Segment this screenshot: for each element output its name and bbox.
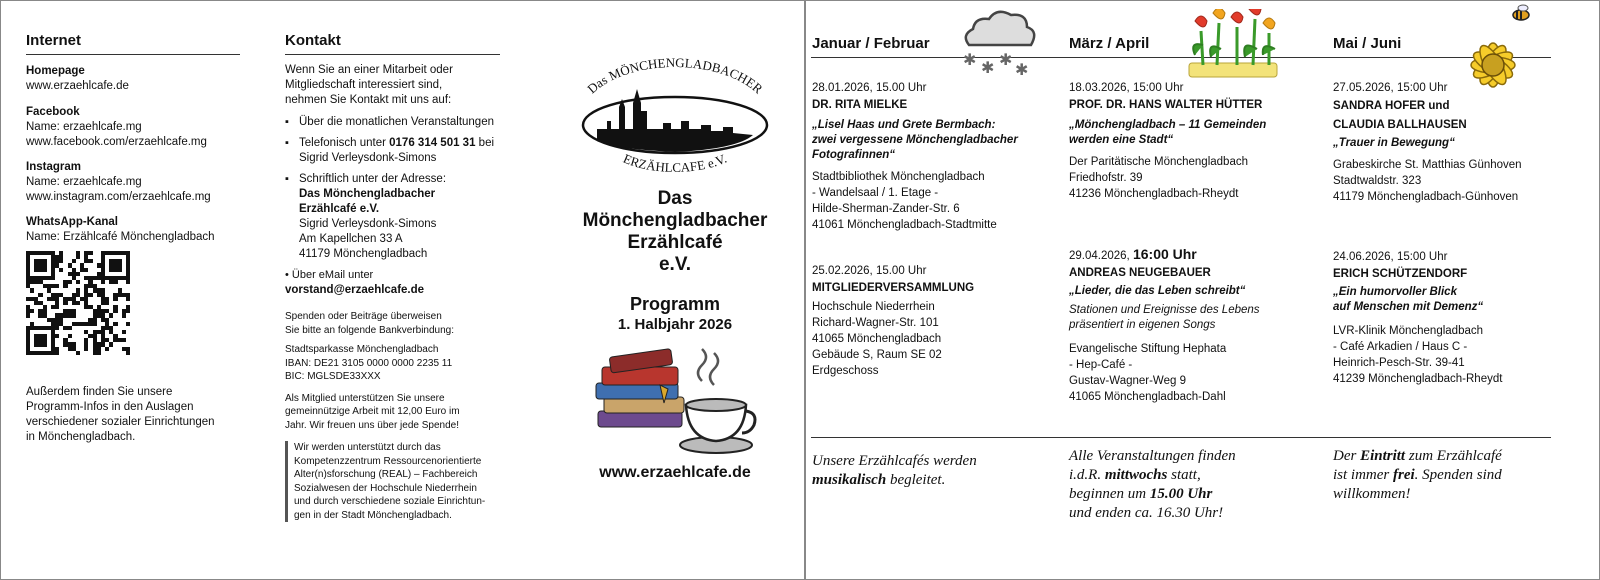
phone-pre: Telefonisch unter [299, 137, 390, 149]
qr-code-icon[interactable] [26, 251, 130, 355]
event-subtitle2-line: präsentiert in eigenen Songs [1069, 319, 1216, 331]
event [1069, 80, 1319, 202]
cover-title: e.V. [658, 254, 692, 275]
event-location-line: Stadtbibliothek Mönchengladbach [812, 171, 985, 183]
kontakt-intro: Wenn Sie an einer Mitarbeit oder [285, 64, 453, 76]
footer-text: i.d.R. [1069, 467, 1105, 483]
extra-line: in Mönchengladbach. [26, 431, 136, 443]
internet-rule [26, 54, 240, 55]
event-title: DR. RITA MIELKE [812, 99, 908, 111]
event-subtitle-line: „Lisel Haas und Grete Bermbach: [812, 119, 996, 131]
spenden-line: Sie bitte an folgende Bankverbindung: [285, 324, 455, 336]
footer-line: willkommen! [1333, 486, 1411, 502]
internet-column [26, 1, 240, 445]
cover-programm: Programm [629, 294, 721, 314]
cover-halbjahr: 1. Halbjahr 2026 [617, 316, 733, 333]
extra-line: verschiedener sozialer Einrichtungen [26, 416, 215, 428]
event-title: CLAUDIA BALLHAUSEN [1333, 119, 1467, 131]
program-bottom-rule [811, 437, 1551, 438]
event-location-line: 41179 Mönchengladbach-Günhoven [1333, 191, 1519, 203]
facebook-label: Facebook [26, 106, 80, 118]
event-location-line: 41239 Mönchengladbach-Rheydt [1333, 373, 1503, 385]
address-org: Das Mönchengladbacher [299, 188, 436, 200]
svg-text:✱: ✱ [1015, 62, 1029, 79]
support-line: Kompetenzzentrum Ressourcenorientierte [294, 455, 482, 467]
footer-line: Alle Veranstaltungen finden [1069, 448, 1236, 464]
extra-line: Programm-Infos in den Auslagen [26, 401, 194, 413]
footer-line [1069, 466, 1319, 485]
support-line: Wir werden unterstützt durch das [294, 442, 441, 453]
bank-line: IBAN: DE21 3105 0000 0000 2235 11 [285, 357, 453, 369]
footer-bold: musikalisch [812, 472, 887, 488]
instagram-url[interactable]: www.instagram.com/erzaehlcafe.mg [26, 191, 211, 203]
address-street: Am Kapellchen 33 A [299, 233, 403, 245]
footer-line [1069, 485, 1319, 504]
svg-text:✱: ✱ [999, 52, 1013, 69]
footer-text: zum Erzählcafé [1405, 448, 1502, 464]
svg-text:✱: ✱ [981, 60, 995, 77]
event-location-line: Hilde-Sherman-Zander-Str. 6 [812, 203, 960, 215]
event-date: 25.02.2026, 15.00 Uhr [812, 265, 927, 277]
event [812, 263, 1052, 379]
event-title: ANDREAS NEUGEBAUER [1069, 267, 1211, 279]
extra-line: Außerdem finden Sie unsere [26, 386, 173, 398]
footer-text: Der [1333, 448, 1361, 464]
event-location [1333, 323, 1553, 387]
bank-line: BIC: MGLSDE33XXX [285, 371, 381, 382]
svg-text:ERZÄHLCAFE e.V. [621, 151, 729, 175]
page-fold [804, 1, 806, 579]
facebook-name: Name: erzaehlcafe.mg [26, 121, 142, 133]
instagram-name: Name: erzaehlcafe.mg [26, 176, 142, 188]
footer-text: statt, [1167, 467, 1201, 483]
event [812, 80, 1052, 233]
event-location-line: - Wandelsaal / 1. Etage - [812, 187, 939, 199]
event-location-line: Richard-Wagner-Str. 101 [812, 317, 939, 329]
kontakt-list [285, 115, 500, 262]
footer-bold: frei [1393, 467, 1415, 483]
footer-line: Unsere Erzählcafés werden [812, 453, 977, 469]
month-heading: Mai / Juni [1333, 35, 1402, 52]
instagram-label: Instagram [26, 161, 81, 173]
cover-url[interactable]: www.erzaehlcafe.de [599, 464, 751, 481]
support-line: und durch verschiedene soziale Einrichtun- [294, 496, 486, 507]
cover-title: Erzählcafé [627, 232, 723, 253]
homepage-label: Homepage [26, 65, 85, 77]
homepage-value[interactable]: www.erzaehlcafe.de [26, 80, 129, 92]
support-box [285, 441, 500, 522]
logo-bottom-text: ERZÄHLCAFE e.V. [621, 150, 729, 175]
event-title: ERICH SCHÜTZENDORF [1333, 268, 1468, 280]
email-intro: • Über eMail unter [285, 269, 374, 281]
event-location-line: 41236 Mönchengladbach-Rheydt [1069, 188, 1239, 200]
event-title: PROF. DR. HANS WALTER HÜTTER [1069, 99, 1263, 111]
kontakt-bullet-phone [285, 136, 500, 166]
mitglied-line: gemeinnützige Arbeit mit 12,00 Euro im [285, 406, 460, 417]
event [1069, 246, 1319, 405]
event-location-line: Erdgeschoss [812, 365, 879, 377]
event-location [1333, 157, 1553, 205]
event-location-line: Gustav-Wagner-Weg 9 [1069, 375, 1186, 387]
mitglied-line: Jahr. Wir freuen uns über jede Spende! [285, 419, 459, 431]
event-date: 18.03.2026, 15:00 Uhr [1069, 82, 1184, 94]
cover-column [546, 1, 804, 482]
phone-post: bei [475, 137, 495, 149]
footer-text: ist immer [1333, 467, 1393, 483]
footer-bold: mittwochs [1104, 467, 1168, 483]
event-title: MITGLIEDERVERSAMMLUNG [812, 282, 975, 294]
spenden-line: Spenden oder Beiträge überweisen [285, 311, 442, 322]
event-location [1069, 154, 1319, 202]
kontakt-heading: Kontakt [285, 32, 341, 49]
event-subtitle-line: „Lieder, die das Leben schreibt“ [1069, 285, 1246, 297]
event-location-line: 41061 Mönchengladbach-Stadtmitte [812, 219, 997, 231]
event-location [1069, 341, 1319, 405]
internet-heading: Internet [26, 32, 82, 49]
event-date [1069, 246, 1319, 264]
kontakt-bullet-address [285, 172, 500, 262]
event-location [812, 299, 1052, 379]
support-line: Sozialwesen der Hochschule Niederrhein [294, 482, 477, 494]
event-date: 28.01.2026, 15.00 Uhr [812, 82, 927, 94]
event-location-line: LVR-Klinik Mönchengladbach [1333, 325, 1484, 337]
logo-top-text: Das MÖNCHENGLADBACHER [584, 54, 766, 97]
event-location [812, 169, 1052, 233]
event-subtitle [1069, 284, 1319, 299]
books-coffee-icon [590, 345, 760, 457]
footer-line [812, 471, 1052, 490]
address-intro: Schriftlich unter der Adresse: [299, 173, 447, 185]
bank-line: Stadtsparkasse Mönchengladbach [285, 344, 439, 355]
program-column-jan-feb [812, 1, 1052, 488]
cover-title: Mönchengladbacher [582, 210, 768, 231]
kontakt-bullet-events: ▪ Über die monatlichen Veranstaltungen [285, 115, 500, 130]
email-address[interactable]: vorstand@erzaehlcafe.de [285, 284, 425, 296]
support-line: Alter(n)sforschung (REAL) – Fachbereich [294, 469, 478, 480]
kontakt-intro: nehmen Sie Kontakt mit uns auf: [285, 94, 452, 106]
event-subtitle-line: Fotografinnen“ [812, 149, 896, 161]
address-org: Erzählcafé e.V. [299, 203, 380, 215]
column-footer [812, 452, 1052, 490]
whatsapp-name: Name: Erzählcafé Mönchengladbach [26, 231, 215, 243]
event-location-line: 41065 Mönchengladbach-Dahl [1069, 391, 1226, 403]
event-subtitle-line: „Ein humorvoller Blick [1333, 286, 1457, 298]
event-date: 24.06.2026, 15:00 Uhr [1333, 251, 1448, 263]
kontakt-intro: Mitgliedschaft interessiert sind, [285, 79, 443, 91]
event-date: 27.05.2026, 15:00 Uhr [1333, 82, 1448, 94]
event-title: SANDRA HOFER und [1333, 100, 1450, 112]
event-location-line: Friedhofstr. 39 [1069, 172, 1143, 184]
event-location-line: Hochschule Niederrhein [812, 301, 935, 313]
event-subtitle-line: „Trauer in Bewegung“ [1333, 137, 1455, 149]
column-footer [1333, 447, 1553, 504]
event-subtitle-line: auf Menschen mit Demenz“ [1333, 301, 1484, 313]
phone-number[interactable]: 0176 314 501 31 [389, 137, 476, 149]
event-subtitle [1333, 136, 1553, 151]
kontakt-column [285, 1, 500, 522]
logo-church-icon [567, 49, 783, 175]
facebook-url[interactable]: www.facebook.com/erzaehlcafe.mg [26, 136, 207, 148]
program-column-mar-apr [1069, 1, 1319, 521]
event-subtitle-line: zwei vergessene Mönchengladbacher [812, 134, 1018, 146]
event [1333, 249, 1553, 387]
event-subtitle2-line: Stationen und Ereignisse des Lebens [1069, 304, 1260, 316]
address-city: 41179 Mönchengladbach [299, 248, 428, 260]
event [1333, 80, 1553, 205]
event-subtitle-line: „Mönchengladbach – 11 Gemeinden [1069, 119, 1267, 131]
svg-text:Das MÖNCHENGLADBACHER [584, 55, 766, 97]
event-date-time: 16:00 Uhr [1132, 246, 1197, 262]
event-location-line: Heinrich-Pesch-Str. 39-41 [1333, 357, 1465, 369]
month-heading: März / April [1069, 35, 1150, 52]
footer-bold: Eintritt [1360, 448, 1406, 464]
footer-line: und enden ca. 16.30 Uhr! [1069, 505, 1224, 521]
event-subtitle [1069, 118, 1319, 148]
event-subtitle-line: werden eine Stadt“ [1069, 134, 1174, 146]
footer-line [1333, 466, 1553, 485]
footer-text: begleitet. [886, 472, 946, 488]
footer-text: . Spenden sind [1414, 467, 1502, 483]
cover-title: Das [657, 188, 693, 209]
event-date-text: 29.04.2026, [1069, 250, 1133, 262]
event-subtitle [1333, 285, 1553, 315]
program-column-mai-jun [1333, 1, 1553, 502]
event-location-line: Stadtwaldstr. 323 [1333, 175, 1422, 187]
whatsapp-label: WhatsApp-Kanal [26, 216, 118, 228]
event-location-line: Grabeskirche St. Matthias Günhoven [1333, 159, 1522, 171]
event-location-line: - Café Arkadien / Haus C - [1333, 341, 1468, 353]
event-subtitle [812, 118, 1052, 163]
month-heading: Januar / Februar [812, 35, 930, 52]
phone-contact-name: Sigrid Verleysdonk-Simons [299, 152, 437, 164]
footer-bold: 15.00 Uhr [1149, 486, 1213, 502]
event-location-line: - Hep-Café - [1069, 359, 1133, 371]
kontakt-rule [285, 54, 500, 55]
address-name: Sigrid Verleysdonk-Simons [299, 218, 437, 230]
column-footer [1069, 447, 1319, 523]
event-location-line: Evangelische Stiftung Hephata [1069, 343, 1227, 355]
mitglied-line: Als Mitglied unterstützen Sie unsere [285, 392, 445, 404]
event-location-line: Der Paritätische Mönchengladbach [1069, 156, 1248, 168]
footer-line [1333, 447, 1553, 466]
support-line: gen in der Stadt Mönchengladbach. [294, 509, 452, 521]
footer-text: beginnen um [1069, 486, 1150, 502]
event-location-line: 41065 Mönchengladbach [812, 333, 942, 345]
event-subtitle2 [1069, 303, 1319, 333]
event-location-line: Gebäude S, Raum SE 02 [812, 349, 942, 361]
svg-text:✱: ✱ [963, 52, 977, 69]
